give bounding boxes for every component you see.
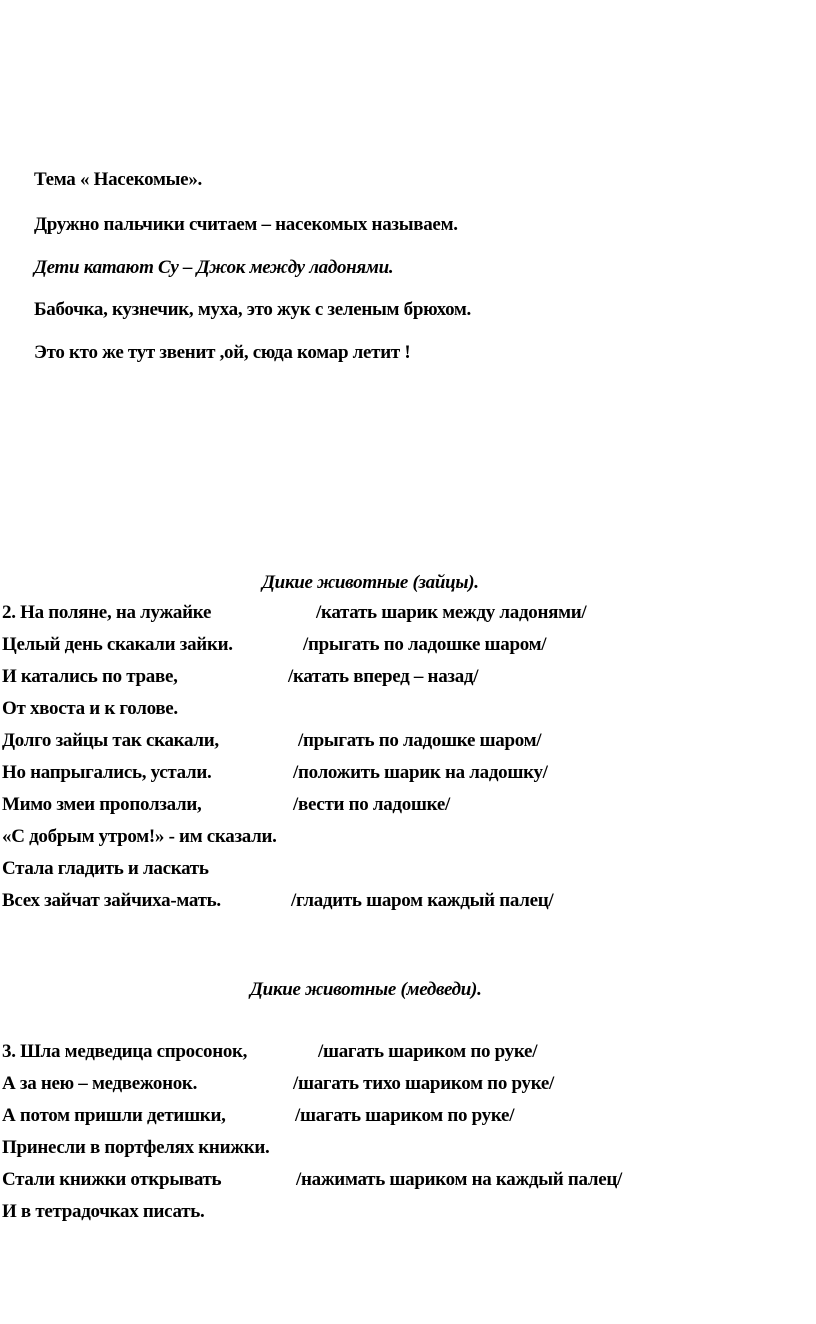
action-note: /шагать шариком по руке/ xyxy=(318,1041,538,1062)
section1-line: Это кто же тут звенит ,ой, сюда комар летит ! xyxy=(34,342,411,363)
verse-line: И в тетрадочках писать. xyxy=(2,1201,205,1222)
verse-line: Стали книжки открывать xyxy=(2,1169,222,1190)
action-note: /прыгать по ладошке шаром/ xyxy=(298,730,542,751)
verse-line: И катались по траве, xyxy=(2,666,178,687)
section2-title: Дикие животные (зайцы). xyxy=(262,572,479,593)
section1-line: Дружно пальчики считаем – насекомых называем. xyxy=(34,214,458,235)
verse-line: Стала гладить и ласкать xyxy=(2,858,209,879)
verse-line: 2. На поляне, на лужайке xyxy=(2,602,212,623)
action-note: /катать вперед – назад/ xyxy=(288,666,479,687)
verse-line: А за нею – медвежонок. xyxy=(2,1073,198,1094)
verse-line: Но напрыгались, устали. xyxy=(2,762,212,783)
action-note: /гладить шаром каждый палец/ xyxy=(291,890,554,911)
action-note: /нажимать шариком на каждый палец/ xyxy=(296,1169,622,1190)
section1-line-italic: Дети катают Су – Джок между ладонями. xyxy=(34,257,394,278)
verse-line: Всех зайчат зайчиха-мать. xyxy=(2,890,221,911)
verse-line: 3. Шла медведица спросонок, xyxy=(2,1041,248,1062)
action-note: /вести по ладошке/ xyxy=(293,794,450,815)
verse-line: Принесли в портфелях книжки. xyxy=(2,1137,270,1158)
section1-title: Тема « Насекомые». xyxy=(34,169,202,190)
action-note: /шагать тихо шариком по руке/ xyxy=(293,1073,554,1094)
section1-line: Бабочка, кузнечик, муха, это жук с зеленым брюхом. xyxy=(34,299,472,320)
action-note: /положить шарик на ладошку/ xyxy=(293,762,548,783)
action-note: /шагать шариком по руке/ xyxy=(295,1105,515,1126)
section3-title: Дикие животные (медведи). xyxy=(250,979,482,1000)
verse-line: Мимо змеи проползали, xyxy=(2,794,202,815)
verse-line: Долго зайцы так скакали, xyxy=(2,730,219,751)
verse-line: Целый день скакали зайки. xyxy=(2,634,233,655)
verse-line: А потом пришли детишки, xyxy=(2,1105,226,1126)
verse-line: «С добрым утром!» - им сказали. xyxy=(2,826,277,847)
action-note: /катать шарик между ладонями/ xyxy=(316,602,587,623)
verse-line: От хвоста и к голове. xyxy=(2,698,178,719)
action-note: /прыгать по ладошке шаром/ xyxy=(303,634,547,655)
